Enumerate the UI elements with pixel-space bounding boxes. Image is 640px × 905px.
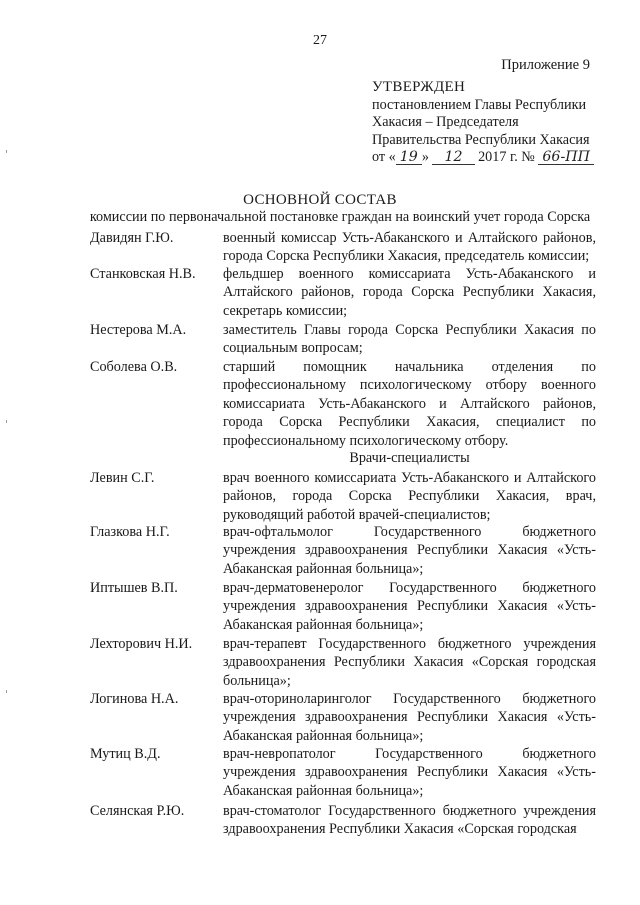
- handwritten-day: 19: [396, 150, 422, 165]
- member-name: Станковская Н.В.: [90, 266, 196, 282]
- section-title: Врачи-специалисты: [349, 450, 470, 466]
- doctor-name: Лехторович Н.И.: [90, 636, 193, 652]
- doctor-name: Логинова Н.А.: [90, 691, 179, 707]
- approval-line-3: Правительства Республики Хакасия: [372, 131, 590, 148]
- document-subtitle: комиссии по первоначальной постановке граждан на воинский учет города Сорска: [89, 209, 591, 225]
- doctor-role: врач-невропатолог Государственного бюджетного учреждения здравоохранения Республики Хакасия «Усть-Абаканская районная больница»;: [223, 746, 596, 799]
- date-mid: »: [421, 149, 429, 165]
- document-title: ОСНОВНОЙ СОСТАВ: [243, 192, 397, 208]
- doctor-role: врач-офтальмолог Государственного бюджетного учреждения здравоохранения Республики Хакасия «Усть-Абаканская районная больница»;: [223, 524, 596, 577]
- doctor-name: Иптышев В.П.: [90, 580, 178, 596]
- approval-head: УТВЕРЖДЕН: [372, 79, 466, 95]
- scan-artifact: [6, 420, 7, 423]
- doctor-role: врач-терапевт Государственного бюджетного учреждения здравоохранения Республики Хакасия «Сорская городская больница»;: [223, 636, 596, 689]
- approval-line-1: постановлением Главы Республики: [372, 96, 587, 113]
- member-name: Давидян Г.Ю.: [90, 230, 174, 246]
- approval-line-2: Хакасия – Председателя: [372, 114, 519, 130]
- member-name: Соболева О.В.: [90, 359, 178, 375]
- scan-artifact: [6, 690, 7, 693]
- member-role: фельдшер военного комиссариата Усть-Абаканского и Алтайского районов, города Сорска Республики Хакасия, секретарь комиссии;: [223, 266, 596, 319]
- doctor-name: Глазкова Н.Г.: [90, 524, 170, 540]
- handwritten-month: 12: [432, 150, 474, 165]
- approval-date-line: [372, 148, 594, 166]
- appendix-label: Приложение 9: [501, 57, 590, 73]
- doctor-name: Мутиц В.Д.: [90, 746, 161, 762]
- member-role: военный комиссар Усть-Абаканского и Алтайского районов, города Сорска Республики Хакасия, председатель комиссии;: [223, 230, 596, 265]
- handwritten-number: 66-ПП: [538, 150, 594, 165]
- date-year: 2017 г. №: [478, 149, 535, 165]
- date-prefix: от «: [372, 149, 396, 165]
- doctor-name: Селянская Р.Ю.: [90, 803, 185, 819]
- approval-block: [372, 78, 594, 166]
- member-role: старший помощник начальника отделения по профессиональному психологическому отбору военного комиссариата Усть-Абаканского и Алтайского районов, города Сорска Республики Хакасия, специалист по профессиональному психологическому отбору.: [223, 359, 596, 449]
- page-number: 27: [313, 33, 327, 48]
- member-role: заместитель Главы города Сорска Республики Хакасия по социальным вопросам;: [223, 322, 596, 357]
- member-name: Нестерова М.А.: [90, 322, 187, 338]
- doctor-role: врач военного комиссариата Усть-Абаканского и Алтайского районов, города Сорска Республики Хакасия, врач, руководящий работой врачей-специалистов;: [223, 470, 596, 523]
- doctor-role: врач-оториноларинголог Государственного бюджетного учреждения здравоохранения Республики Хакасия «Усть-Абаканская районная больница»;: [223, 691, 596, 744]
- doctor-role: врач-дерматовенеролог Государственного бюджетного учреждения здравоохранения Республики Хакасия «Усть-Абаканская районная больница»;: [223, 580, 596, 633]
- scan-artifact: [6, 150, 7, 153]
- doctor-role: врач-стоматолог Государственного бюджетного учреждения здравоохранения Республики Хакасия «Сорская городская: [223, 803, 596, 838]
- doctor-name: Левин С.Г.: [90, 470, 155, 486]
